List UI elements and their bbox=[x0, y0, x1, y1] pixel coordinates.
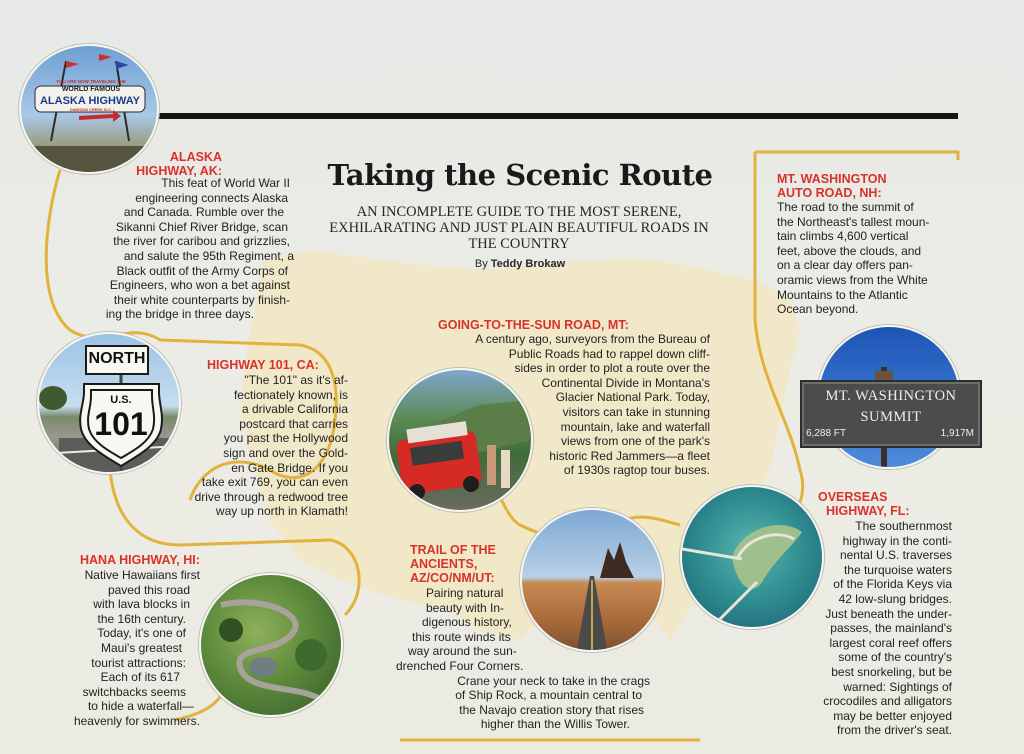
sun-road-body-line: Continental Divide in Montana's bbox=[541, 375, 710, 390]
overseas-body-line: of the Florida Keys via bbox=[833, 577, 952, 592]
hwy101-heading: HIGHWAY 101, CA: bbox=[207, 358, 319, 372]
hana-body-line: tourist attractions: bbox=[91, 655, 186, 670]
article-title: Taking the Scenic Route bbox=[327, 158, 713, 192]
hwy101-body-line: "The 101" as it's af- bbox=[244, 373, 348, 387]
alaska-body-line: and salute the 95th Regiment, a bbox=[123, 248, 294, 263]
byline-prefix: By bbox=[474, 258, 488, 270]
overseas-body-line: 42 low-slung bridges. bbox=[838, 591, 952, 606]
alaska-sign-line-2: WORLD FAMOUS bbox=[61, 86, 121, 93]
ancients-body-line: this route winds its bbox=[412, 629, 511, 644]
article-deck: AN INCOMPLETE GUIDE TO THE MOST SERENE, EXHILARATING AND JUST PLAIN BEAUTIFUL ROADS IN THE COUNTRY bbox=[329, 204, 709, 252]
alaska-body-line: the river for caribou and grizzlies, bbox=[113, 234, 290, 249]
hwy101-body-line: a drivable California bbox=[241, 402, 348, 417]
washington-body bbox=[777, 200, 967, 317]
overseas-heading-line-2: HIGHWAY, FL: bbox=[826, 504, 910, 518]
ancients-body-line: higher than the Willis Tower. bbox=[480, 717, 630, 732]
us-shield-text: U.S. bbox=[110, 394, 132, 406]
washington-body-line: Ocean beyond. bbox=[777, 302, 859, 317]
ancients-body bbox=[350, 586, 660, 732]
hana-body-line: to hide a waterfall— bbox=[87, 699, 194, 714]
sun-road-body bbox=[430, 332, 710, 478]
washington-heading-line-2: AUTO ROAD, NH: bbox=[777, 186, 882, 200]
top-rule bbox=[150, 113, 958, 119]
ancients-heading-line-3: AZ/CO/NM/UT: bbox=[410, 571, 495, 585]
overseas-body-line: the turquoise waters bbox=[843, 562, 952, 577]
alaska-body-line: This feat of World War II bbox=[161, 176, 290, 190]
hana-body-line: Today, it's one of bbox=[97, 626, 186, 641]
alaska-body-line: Engineers, who won a bet against bbox=[109, 278, 290, 293]
sun-road-body-line: views from one of the park's bbox=[560, 434, 710, 449]
overseas-body-line: nental U.S. traverses bbox=[839, 548, 952, 563]
hwy101-body bbox=[158, 373, 348, 519]
byline bbox=[440, 258, 600, 270]
hwy101-body-line: take exit 769, you can even bbox=[201, 475, 348, 490]
sun-road-heading: GOING-TO-THE-SUN ROAD, MT: bbox=[438, 318, 629, 332]
ancients-body-line: beauty with In- bbox=[426, 600, 505, 615]
alaska-sign-line-4: DAWSON CREEK B.C. bbox=[69, 107, 113, 112]
washington-heading bbox=[777, 172, 947, 200]
washington-heading-line-1: MT. WASHINGTON bbox=[777, 172, 887, 186]
overseas-body-line: Just beneath the under- bbox=[825, 606, 952, 621]
hana-body-line: with lava blocks in bbox=[93, 597, 190, 612]
ancients-body-line: of Ship Rock, a mountain central to bbox=[455, 688, 642, 703]
ancients-body-line: the Navajo creation story that rises bbox=[459, 702, 644, 717]
sun-road-body-line: historic Red Jammers—a fleet bbox=[549, 448, 710, 463]
alaska-body-line: their white counterparts by finish- bbox=[113, 292, 290, 307]
overseas-body-line: largest coral reef offers bbox=[829, 635, 952, 650]
washington-body-line: the Northeast's tallest moun- bbox=[777, 214, 930, 229]
alaska-heading bbox=[120, 150, 222, 178]
sun-road-body-line: Glacier National Park. Today, bbox=[555, 390, 710, 405]
alaska-body-line: Sikanni Chief River Bridge, scan bbox=[115, 219, 288, 234]
overseas-heading bbox=[818, 490, 968, 518]
ancients-body-line: Crane your neck to take in the crags bbox=[457, 673, 650, 688]
alaska-heading-line-1: ALASKA bbox=[169, 150, 222, 164]
ancients-heading bbox=[410, 543, 530, 585]
route-number-text: 101 bbox=[94, 406, 148, 442]
washington-body-line: feet, above the clouds, and bbox=[777, 243, 922, 258]
overseas-body-line: The southernmost bbox=[855, 519, 952, 533]
overseas-body-line: crocodiles and alligators bbox=[823, 694, 952, 709]
alaska-body-line: ing the bridge in three days. bbox=[105, 307, 254, 322]
route-line-northeast bbox=[755, 152, 958, 160]
hwy101-body-line: en Gate Bridge. If you bbox=[231, 460, 348, 475]
washington-body-line: tain climbs 4,600 vertical bbox=[777, 229, 909, 244]
sun-road-body-line: of 1930s ragtop tour buses. bbox=[563, 463, 710, 478]
winding-road-icon bbox=[201, 575, 341, 715]
hana-body-line: the 16th century. bbox=[97, 611, 186, 626]
hwy101-body-line: drive through a redwood tree bbox=[194, 489, 348, 504]
north-sign-text: NORTH bbox=[88, 350, 146, 367]
washington-body-line: The road to the summit of bbox=[777, 200, 914, 214]
hana-body-line: heavenly for swimmers. bbox=[73, 713, 200, 728]
sun-road-body-line: mountain, lake and waterfall bbox=[560, 419, 710, 434]
overseas-heading-line-1: OVERSEAS bbox=[818, 490, 888, 504]
alaska-sign-line-3: ALASKA HIGHWAY bbox=[39, 95, 141, 107]
alaska-body-line: engineering connects Alaska bbox=[135, 190, 288, 205]
alaska-body-line: and Canada. Rumble over the bbox=[123, 205, 284, 220]
sign-line-2: SUMMIT bbox=[860, 409, 922, 425]
alaska-body-line: Black outfit of the Army Corps of bbox=[116, 263, 288, 278]
hwy101-body-line: sign and over the Gold- bbox=[223, 445, 348, 460]
overseas-body bbox=[780, 519, 952, 738]
hana-body-line: paved this road bbox=[107, 582, 190, 597]
hana-body-line: switchbacks seems bbox=[82, 684, 186, 699]
washington-body-line: oramic views from the White bbox=[777, 272, 928, 287]
ancients-body-line: digenous history, bbox=[422, 615, 512, 630]
hana-body bbox=[48, 568, 208, 729]
ancients-body-line: way around the sun- bbox=[408, 644, 517, 659]
overseas-body-line: highway in the conti- bbox=[842, 533, 952, 548]
hwy101-body-line: fectionately known, is bbox=[233, 387, 348, 402]
overseas-body-line: warned: Sightings of bbox=[843, 679, 952, 694]
hana-heading: HANA HIGHWAY, HI: bbox=[80, 553, 200, 567]
ancients-body-line: Pairing natural bbox=[426, 586, 504, 600]
hwy101-body-line: you past the Hollywood bbox=[223, 431, 348, 446]
sign-elevation-ft: 6,288 FT bbox=[806, 428, 847, 439]
overseas-body-line: from the driver's seat. bbox=[837, 723, 952, 738]
washington-body-line: Mountains to the Atlantic bbox=[777, 287, 908, 302]
alaska-heading-line-2: HIGHWAY, AK: bbox=[136, 164, 222, 178]
mt-washington-sign-board bbox=[800, 380, 982, 448]
hana-switchbacks-photo bbox=[199, 573, 343, 717]
hana-body-line: Maui's greatest bbox=[101, 640, 182, 655]
alaska-body bbox=[68, 176, 293, 322]
sun-road-body-line: sides in order to plot a route over the bbox=[514, 361, 710, 376]
sun-road-body-line: Public Roads had to rappel down cliff- bbox=[508, 346, 710, 361]
sign-line-1: MT. WASHINGTON bbox=[825, 388, 957, 404]
hwy101-body-line: postcard that carries bbox=[239, 416, 348, 431]
ancients-heading-line-2: ANCIENTS, bbox=[410, 557, 478, 571]
ancients-heading-line-1: TRAIL OF THE bbox=[410, 543, 496, 557]
sign-elevation-m: 1,917M bbox=[940, 428, 974, 439]
byline-author: Teddy Brokaw bbox=[490, 258, 566, 270]
alaska-sign-line-1: YOU ARE NOW TRAVELING THE bbox=[56, 79, 126, 84]
hana-body-line: Each of its 617 bbox=[100, 670, 180, 685]
sun-road-body-line: visitors can take in stunning bbox=[562, 404, 710, 419]
overseas-body-line: may be better enjoyed bbox=[833, 708, 952, 723]
overseas-body-line: some of the country's bbox=[838, 650, 952, 665]
ancients-body-line: drenched Four Corners. bbox=[396, 658, 524, 673]
overseas-body-line: best snorkeling, but be bbox=[831, 664, 952, 679]
sun-road-body-line: A century ago, surveyors from the Bureau of bbox=[475, 332, 710, 346]
hana-body-line: Native Hawaiians first bbox=[84, 568, 200, 582]
overseas-body-line: passes, the mainland's bbox=[830, 621, 952, 636]
washington-body-line: on a clear day offers pan- bbox=[777, 258, 913, 273]
hwy101-body-line: way up north in Klamath! bbox=[215, 504, 348, 519]
